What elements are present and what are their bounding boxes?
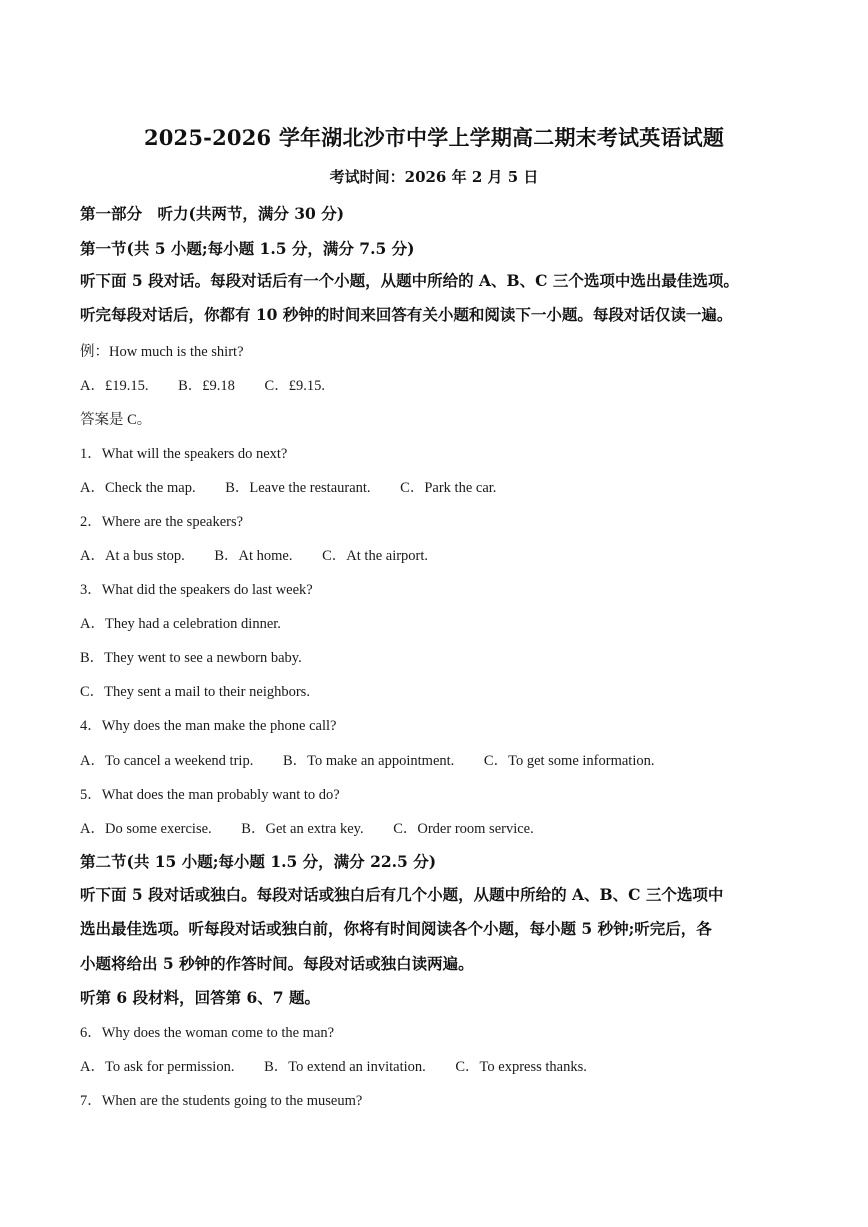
question-options [80, 749, 654, 770]
example-options [80, 374, 325, 395]
question-options [80, 817, 534, 838]
option-c: C．Order room service. [393, 821, 534, 837]
section1-instruction-line: 听完每段对话后，你都有 10 秒钟的时间来回答有关小题和阅读下一小题。每段对话仅读一遍。 [80, 305, 733, 324]
option-c: C．To get some information. [483, 753, 655, 769]
option-b: B．They went to see a newborn baby. [80, 650, 302, 666]
example-question: 例：How much is the shirt? [80, 344, 244, 360]
section2-heading: 第二节(共 15 小题;每小题 1.5 分，满分 22.5 分) [80, 852, 437, 871]
option-b: B．To make an appointment. [282, 753, 455, 769]
option-c: C．£9.15. [264, 378, 325, 394]
question-stem: 6．Why does the woman come to the man? [80, 1025, 335, 1041]
question-stem: 7．When are the students going to the museum? [80, 1093, 363, 1109]
question-options [80, 1055, 587, 1076]
section1-instruction-line: 听下面 5 段对话。每段对话后有一个小题，从题中所给的 A、B、C 三个选项中选出最佳选项。 [80, 271, 739, 290]
option-c: C．At the airport. [322, 548, 429, 564]
material-heading: 听第 6 段材料，回答第 6、7 题。 [80, 988, 320, 1007]
part1-heading: 第一部分 听力(共两节，满分 30 分) [80, 204, 345, 223]
exam-title: 2025-2026 学年湖北沙市中学上学期高二期末考试英语试题 [143, 125, 725, 150]
question-stem: 1．What will the speakers do next? [80, 446, 288, 462]
section2-instruction-line: 选出最佳选项。听每段对话或独白前，你将有时间阅读各个小题，每小题 5 秒钟;听完后，各 [80, 919, 712, 938]
question-stem: 4．Why does the man make the phone call? [80, 718, 337, 734]
option-a: A．They had a celebration dinner. [80, 616, 281, 632]
section2-instruction-line: 小题将给出 5 秒钟的作答时间。每段对话或独白读两遍。 [80, 954, 474, 973]
option-b: B．Get an extra key. [241, 821, 364, 837]
exam-time: 考试时间：2026 年 2 月 5 日 [329, 168, 539, 186]
option-b: B．At home. [214, 548, 293, 564]
option-c: C．Park the car. [400, 480, 497, 496]
question-stem: 5．What does the man probably want to do? [80, 787, 340, 803]
option-c: C．To express thanks. [455, 1059, 587, 1075]
option-a: A．Do some exercise. [80, 821, 212, 837]
question-options [80, 544, 428, 565]
option-b: B．To extend an invitation. [264, 1059, 426, 1075]
option-a: A．£19.15. [80, 378, 149, 394]
option-b: B．Leave the restaurant. [225, 480, 371, 496]
option-b: B．£9.18 [178, 378, 235, 394]
question-options [80, 476, 496, 497]
option-a: A．Check the map. [80, 480, 196, 496]
section1-heading: 第一节(共 5 小题;每小题 1.5 分，满分 7.5 分) [80, 239, 415, 258]
option-c: C．They sent a mail to their neighbors. [80, 684, 310, 700]
section2-instruction-line: 听下面 5 段对话或独白。每段对话或独白后有几个小题，从题中所给的 A、B、C 三个选项中 [80, 885, 724, 904]
option-a: A．To cancel a weekend trip. [80, 753, 254, 769]
question-stem: 3．What did the speakers do last week? [80, 582, 313, 598]
example-answer: 答案是 C。 [80, 412, 152, 428]
option-a: A．To ask for permission. [80, 1059, 235, 1075]
question-stem: 2．Where are the speakers? [80, 514, 244, 530]
option-a: A．At a bus stop. [80, 548, 185, 564]
